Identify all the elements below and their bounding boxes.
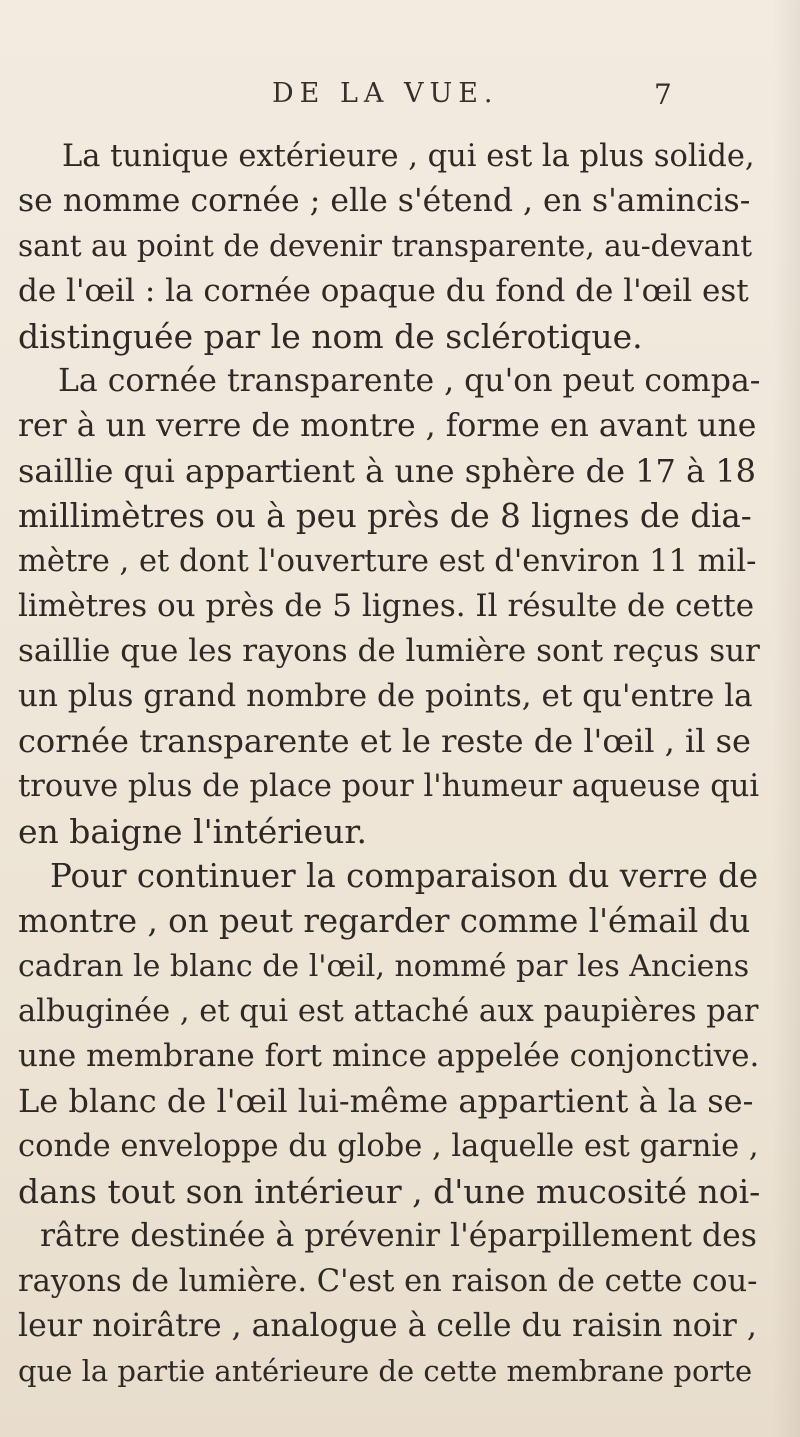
text-line: Le blanc de l'œil lui-même appartient à la se- <box>18 1082 754 1120</box>
text-line: trouve plus de place pour l'humeur aqueuse qui <box>18 769 760 804</box>
text-line: Pour continuer la comparaison du verre de <box>50 857 759 895</box>
text-line: montre , on peut regarder comme l'émail du <box>18 902 751 940</box>
text-line: sant au point de devenir transparente, au-devant <box>18 229 753 263</box>
text-line: que la partie antérieure de cette membrane porte <box>18 1354 753 1388</box>
text-line: dans tout son intérieur , d'une mucosité noi- <box>18 1172 761 1211</box>
page-number: 7 <box>654 78 672 111</box>
running-head <box>0 78 800 118</box>
text-line: millimètres ou à peu près de 8 lignes de dia- <box>18 497 752 535</box>
text-line: se nomme cornée ; elle s'étend , en s'amincis- <box>18 183 751 219</box>
text-line: saillie qui appartient à une sphère de 17 à 18 <box>18 452 757 490</box>
text-line: conde enveloppe du globe , laquelle est garnie , <box>18 1129 759 1164</box>
text-line: La tunique extérieure , qui est la plus solide, <box>62 139 755 174</box>
text-line: cornée transparente et le reste de l'œil , il se <box>18 722 751 760</box>
text-line: de l'œil : la cornée opaque du fond de l'œil est <box>18 273 749 309</box>
text-line: rer à un verre de montre , forme en avant une <box>18 408 757 444</box>
text-line: La cornée transparente , qu'on peut compa- <box>58 363 761 399</box>
text-line: saillie que les rayons de lumière sont reçus sur <box>18 633 760 669</box>
text-line: leur noirâtre , analogue à celle du raisin noir , <box>18 1308 757 1344</box>
running-title: DE LA VUE. <box>272 78 499 109</box>
text-line: albuginée , et qui est attaché aux paupières par <box>18 994 759 1029</box>
text-line: mètre , et dont l'ouverture est d'environ 11 mil- <box>18 544 757 579</box>
text-line: limètres ou près de 5 lignes. Il résulte de cette <box>18 588 755 624</box>
text-line: en baigne l'intérieur. <box>18 812 367 851</box>
text-line: rayons de lumière. C'est en raison de cette cou- <box>18 1264 758 1299</box>
text-line: une membrane fort mince appelée conjonctive. <box>18 1038 760 1074</box>
page-edge-shadow <box>772 0 800 1437</box>
text-line: cadran le blanc de l'œil, nommé par les Anciens <box>18 949 750 984</box>
text-line: distinguée par le nom de sclérotique. <box>18 317 643 356</box>
text-line: râtre destinée à prévenir l'éparpillement des <box>40 1218 757 1254</box>
text-line: un plus grand nombre de points, et qu'entre la <box>18 678 753 714</box>
